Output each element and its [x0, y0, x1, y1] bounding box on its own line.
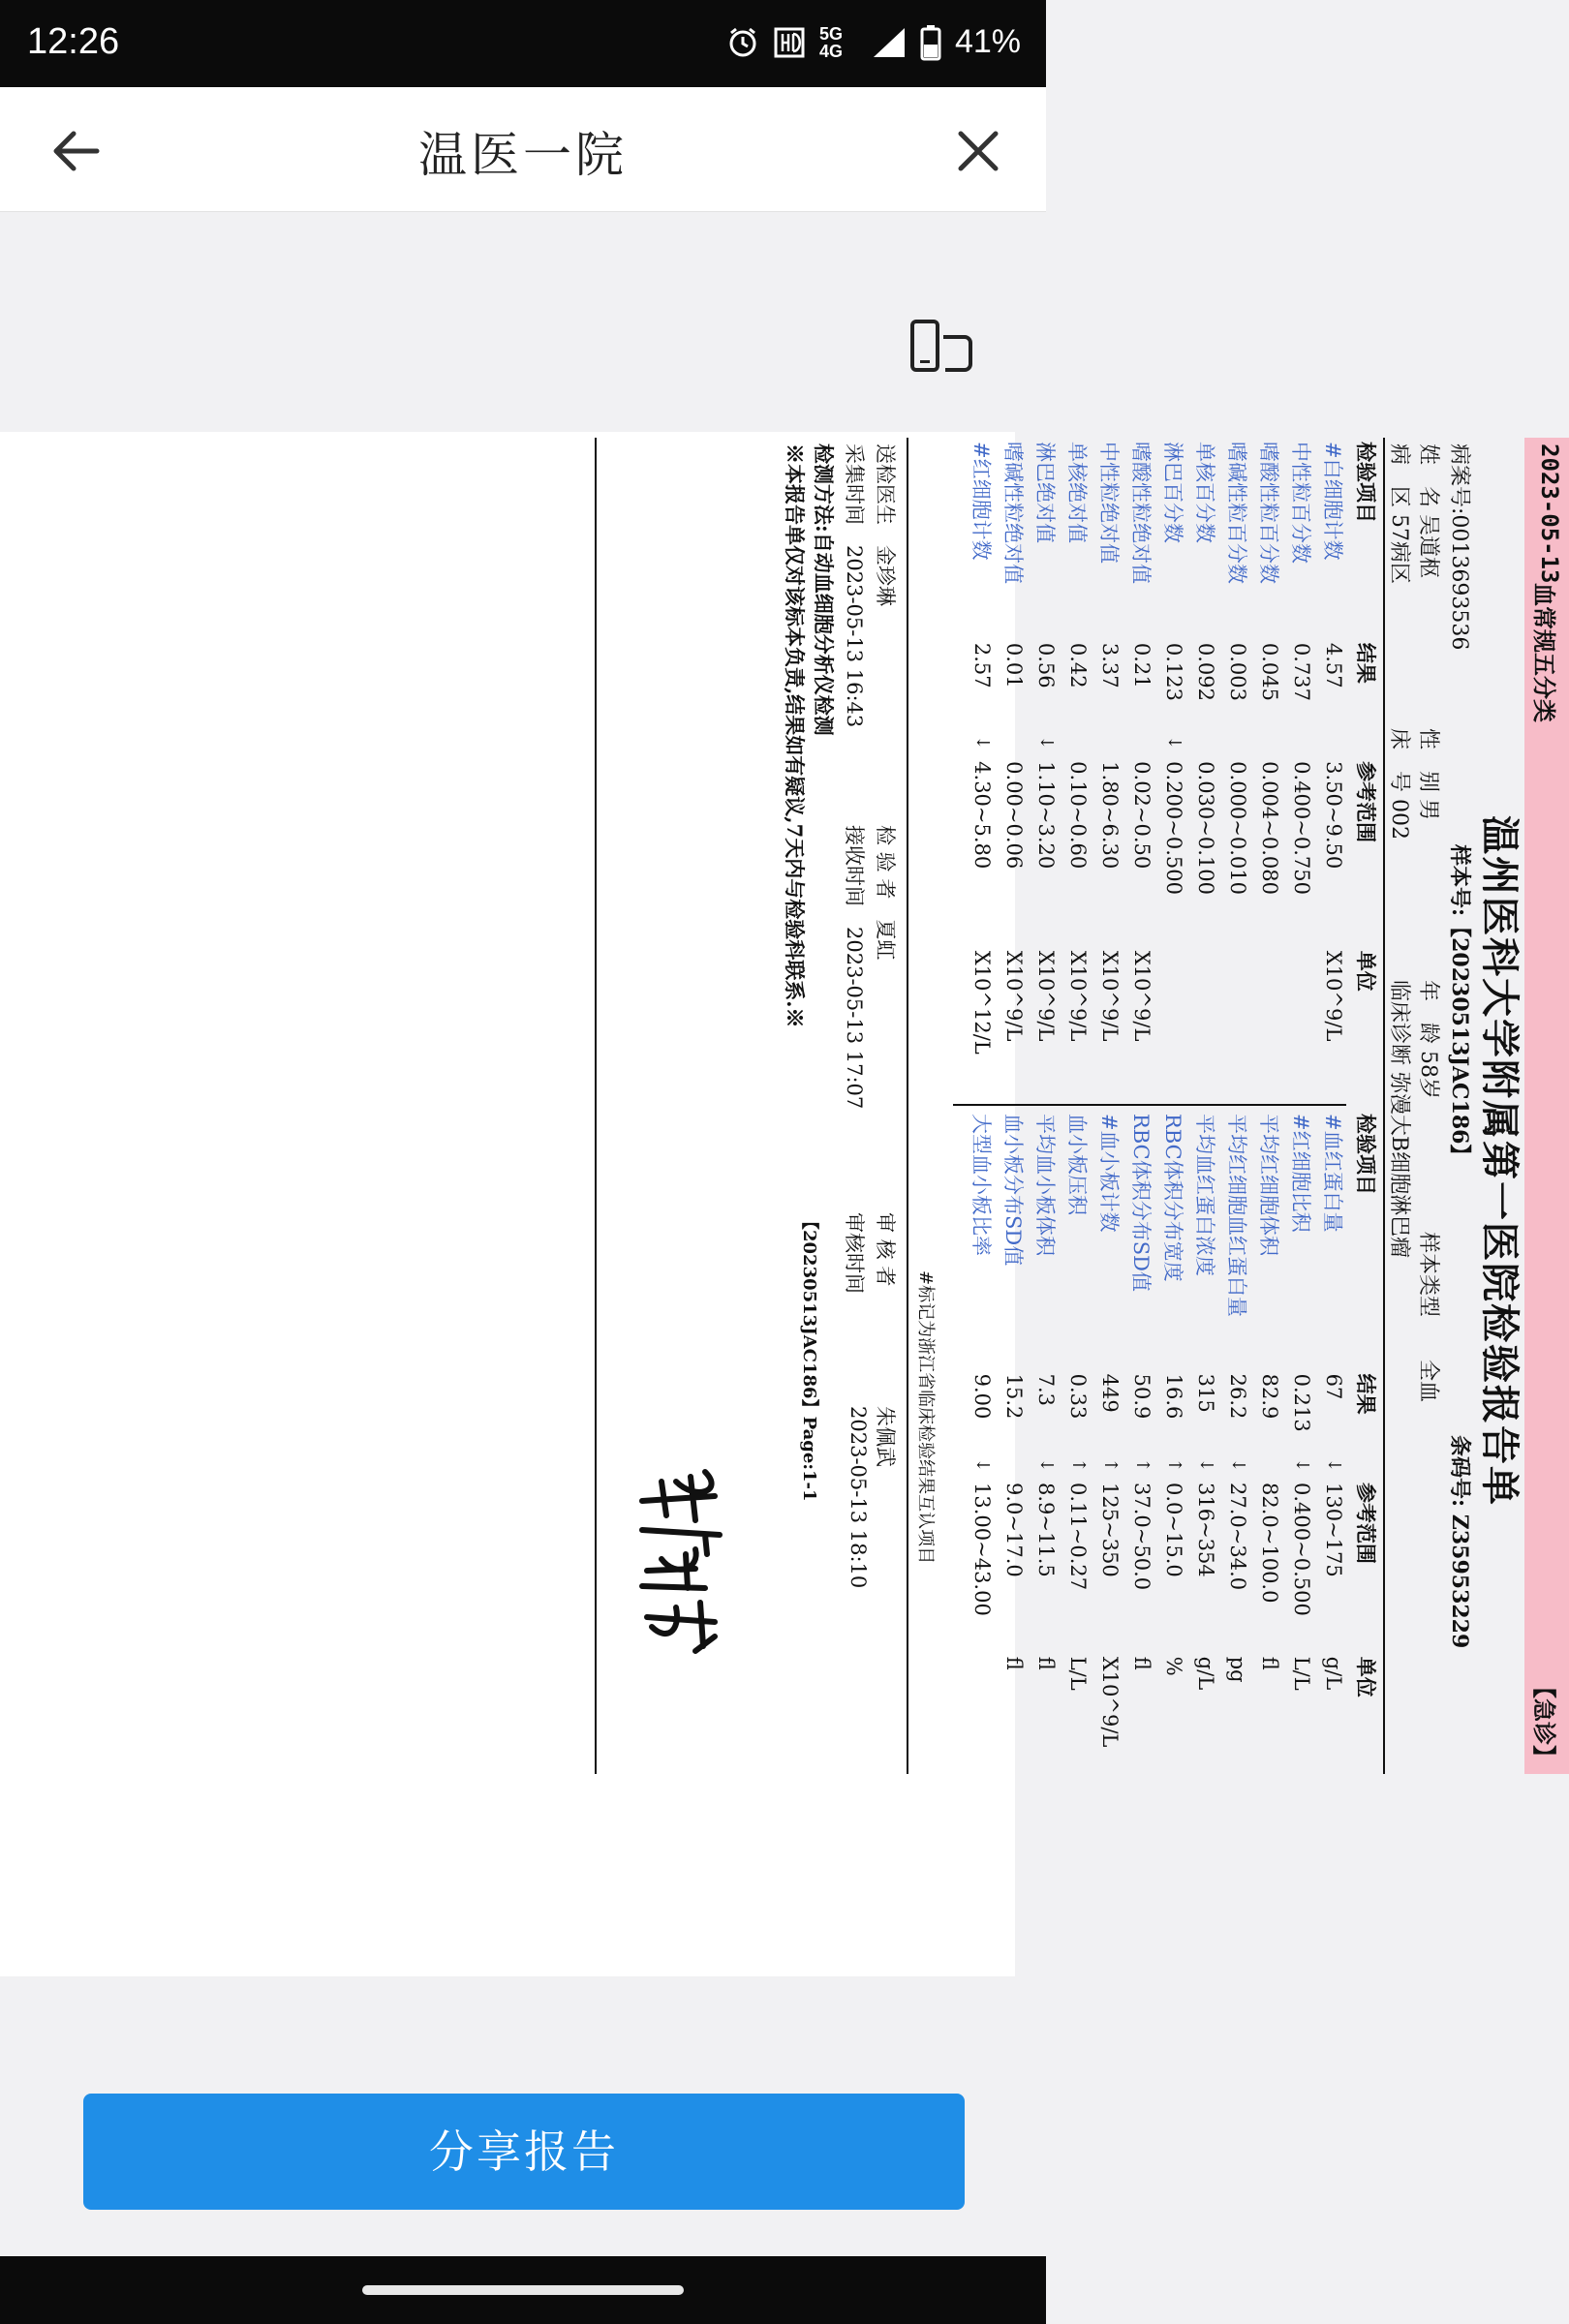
table-row [999, 1110, 1031, 1774]
test-result: 16.6 [1162, 1373, 1186, 1420]
table-row [1254, 438, 1286, 1096]
mutual-recognition-note: #标记为浙江省临床检验结果互认项目 [915, 1270, 936, 1565]
test-unit [1190, 947, 1222, 1096]
table-row [1286, 438, 1318, 1096]
test-name: 嗜碱性粒绝对值 [1001, 442, 1026, 584]
reference-range: 316~354 [1194, 1483, 1218, 1577]
reference-range: 0.0~15.0 [1162, 1483, 1186, 1577]
test-name: 血小板分布SD值 [1001, 1114, 1026, 1267]
result-flag: ↓ [972, 735, 993, 750]
table-row [1254, 1110, 1286, 1774]
hd-icon [773, 26, 806, 59]
header-flag [1350, 727, 1383, 757]
header-item: 检验项目 [1354, 1114, 1378, 1195]
receive-time: 接收时间 2023-05-13 17:07 [843, 825, 866, 1110]
result-flag [999, 727, 1031, 757]
test-unit: g/L [1322, 1656, 1346, 1691]
test-unit: X10^9/L [1098, 950, 1123, 1042]
test-unit: fl [1034, 1656, 1059, 1670]
reference-range: 0.400~0.500 [1290, 1483, 1314, 1616]
test-result: 82.9 [1258, 1373, 1282, 1420]
test-name: 平均红细胞体积 [1257, 1114, 1281, 1256]
result-flag: ↓ [1292, 1457, 1312, 1473]
test-result: 0.737 [1290, 642, 1314, 701]
disclaimer: ※本报告单仅对该标本负责,结果如有疑议,7天内与检验科联系.※ [783, 443, 807, 1028]
clinical-diagnosis: 临床诊断 弥漫大B细胞淋巴瘤 [1387, 980, 1411, 1259]
test-unit: pg [1226, 1656, 1250, 1683]
test-name: #红细胞比积 [1289, 1114, 1313, 1233]
header-flag [1350, 1452, 1383, 1479]
table-row [1062, 1110, 1094, 1774]
reference-range: 1.80~6.30 [1098, 761, 1123, 870]
table-divider [953, 1104, 1346, 1106]
results-right-body [967, 1110, 1350, 1774]
patient-sex: 性 别 男 [1416, 728, 1440, 820]
patient-bed: 床 号 002 [1387, 728, 1411, 840]
result-flag: ↑ [1068, 1457, 1089, 1473]
report-header-bar [1524, 438, 1569, 1774]
status-icons [726, 23, 1021, 61]
reference-range: 37.0~50.0 [1130, 1483, 1154, 1591]
table-row [1158, 1110, 1190, 1774]
close-icon[interactable] [949, 122, 1007, 180]
table-header-row [1350, 438, 1383, 1096]
test-result: 50.9 [1130, 1373, 1154, 1420]
result-flag [1286, 727, 1318, 757]
test-method: 检测方法:自动血细胞分析仪检测 [812, 443, 836, 736]
sample-type: 样本类型 全血 [1416, 1232, 1440, 1403]
test-unit: fl [1002, 1656, 1027, 1670]
report-title: 温州医科大学附属第一医院检验报告单 [1477, 815, 1523, 1507]
reviewer-name: 朱佩武 [874, 1406, 897, 1467]
header-unit: 单位 [1354, 950, 1378, 992]
test-result: 0.42 [1066, 642, 1091, 688]
battery-percent: 41% [954, 23, 1021, 60]
test-result: 7.3 [1034, 1373, 1059, 1407]
test-name: 嗜碱性粒百分数 [1225, 442, 1249, 584]
review-time-value: 2023-05-13 18:10 [846, 1406, 870, 1589]
test-result: 315 [1194, 1373, 1218, 1413]
test-result: 0.045 [1258, 642, 1282, 701]
results-table-right [967, 1110, 1383, 1774]
test-name: 单核百分数 [1193, 442, 1217, 543]
reference-range: 0.030~0.100 [1194, 761, 1218, 895]
test-unit: fl [1258, 1656, 1282, 1670]
table-row [1031, 438, 1062, 1096]
reference-range: 0.200~0.500 [1162, 761, 1186, 895]
app-bar [0, 87, 1046, 212]
sample-number: 样本号:【20230513JAC186】 [1447, 844, 1472, 1166]
test-unit [1158, 947, 1190, 1096]
test-unit: X10^9/L [1066, 950, 1091, 1042]
result-flag: ↓ [1324, 1457, 1344, 1473]
reference-range: 0.02~0.50 [1130, 761, 1154, 870]
rotate-screen-icon[interactable] [908, 318, 976, 374]
reference-range: 0.000~0.010 [1226, 761, 1250, 895]
reference-range: 9.0~17.0 [1002, 1483, 1027, 1577]
test-unit: X10^9/L [1002, 950, 1027, 1042]
header-range: 参考范围 [1354, 1483, 1378, 1564]
test-unit: fl [1130, 1656, 1154, 1670]
signal-icon [872, 26, 907, 59]
reference-range: 0.400~0.750 [1290, 761, 1314, 895]
table-row [1126, 1110, 1158, 1774]
test-result: 9.00 [970, 1373, 995, 1420]
review-time-label: 审核时间 [843, 1212, 866, 1294]
result-flag: ↑ [1100, 1457, 1121, 1473]
test-result: 449 [1098, 1373, 1123, 1413]
test-unit: g/L [1194, 1656, 1218, 1691]
report-category: 血常规五分类 [1530, 583, 1558, 722]
test-name: RBC体积分布宽度 [1161, 1114, 1185, 1282]
test-name: 单核绝对值 [1065, 442, 1090, 543]
test-unit [1286, 947, 1318, 1096]
table-row [1094, 1110, 1126, 1774]
reference-range: 13.00~43.00 [970, 1483, 995, 1616]
signature-image [628, 1462, 734, 1656]
table-row [1190, 1110, 1222, 1774]
result-flag [1318, 727, 1350, 757]
test-name: 平均血小板体积 [1033, 1114, 1058, 1256]
table-row [1222, 1110, 1254, 1774]
test-name: 血小板压积 [1065, 1114, 1090, 1215]
footer-rule [907, 438, 908, 1774]
table-row [1094, 438, 1126, 1096]
result-flag [1190, 727, 1222, 757]
table-row [967, 1110, 999, 1774]
table-row [999, 438, 1031, 1096]
test-unit [1222, 947, 1254, 1096]
reference-range: 0.10~0.60 [1066, 761, 1091, 870]
result-flag [1254, 727, 1286, 757]
test-result: 2.57 [970, 642, 995, 688]
test-unit: X10^9/L [1322, 950, 1346, 1042]
test-result: 0.003 [1226, 642, 1250, 701]
test-unit [1254, 947, 1286, 1096]
result-flag [1126, 727, 1158, 757]
system-nav-bar [0, 2256, 1046, 2324]
reference-range: 4.30~5.80 [970, 761, 995, 870]
patient-name: 姓 名 吴道枢 [1416, 443, 1440, 578]
table-row [1190, 438, 1222, 1096]
header-range: 参考范围 [1354, 761, 1378, 843]
test-result: 0.56 [1034, 642, 1059, 688]
reviewer-label: 审 核 者 [874, 1212, 897, 1287]
result-flag: ↑ [1164, 1457, 1184, 1473]
status-time: 12:26 [27, 21, 120, 62]
case-number: 病案号:0013693536 [1447, 443, 1471, 651]
header-result: 结果 [1354, 1373, 1378, 1415]
urgent-badge: 【急诊】 [1530, 1675, 1558, 1768]
barcode-number: 条码号: Z35953229 [1447, 1435, 1472, 1649]
home-gesture-bar[interactable] [362, 2285, 684, 2295]
reference-range: 0.004~0.080 [1258, 761, 1282, 895]
collect-time: 采集时间 2023-05-13 16:43 [843, 443, 866, 728]
test-name: 淋巴绝对值 [1033, 442, 1058, 543]
test-result: 0.21 [1130, 642, 1154, 688]
reference-range: 1.10~3.20 [1034, 761, 1059, 870]
test-unit: X10^9/L [1034, 950, 1059, 1042]
patient-ward: 病 区 57病区 [1387, 443, 1411, 584]
result-flag: ↑ [1132, 1457, 1153, 1473]
test-name: 淋巴百分数 [1161, 442, 1185, 543]
test-name: 平均红细胞血红蛋白量 [1225, 1114, 1249, 1317]
test-name: 嗜酸性粒百分数 [1257, 442, 1281, 584]
patient-age: 年 龄 58岁 [1416, 980, 1440, 1099]
result-flag: ↓ [972, 1457, 993, 1473]
table-row [1286, 1110, 1318, 1774]
header-unit: 单位 [1354, 1656, 1378, 1697]
lab-report [591, 438, 1569, 1774]
test-name: 嗜酸性粒绝对值 [1129, 442, 1154, 584]
test-result: 3.37 [1098, 642, 1123, 688]
test-name: 大型血小板比率 [969, 1114, 994, 1256]
reference-range: 8.9~11.5 [1034, 1483, 1059, 1577]
test-result: 0.092 [1194, 642, 1218, 701]
results-left-body [967, 438, 1350, 1096]
result-flag [1062, 727, 1094, 757]
reference-range: 27.0~34.0 [1226, 1483, 1250, 1591]
alarm-icon [726, 26, 759, 59]
test-name: #血小板计数 [1097, 1114, 1122, 1233]
test-name: RBC体积分布SD值 [1129, 1114, 1154, 1292]
header-item: 检验项目 [1354, 442, 1378, 523]
page-number: 【20230513JAC186】Page:1-1 [799, 1212, 819, 1502]
share-report-button[interactable]: 分享报告 [83, 2094, 965, 2210]
reference-range: 3.50~9.50 [1322, 761, 1346, 870]
reference-range: 82.0~100.0 [1258, 1483, 1282, 1604]
result-flag [1094, 727, 1126, 757]
table-row [1318, 1110, 1350, 1774]
battery-icon [920, 25, 941, 60]
reference-range: 125~350 [1098, 1483, 1123, 1577]
report-viewer[interactable] [0, 432, 1563, 1976]
sender-doctor: 送检医生 金珍琳 [874, 443, 897, 606]
test-unit: L/L [1066, 1656, 1091, 1691]
result-flag: ↓ [1164, 735, 1184, 750]
table-row [967, 438, 999, 1096]
table-row [1318, 438, 1350, 1096]
test-name: #白细胞计数 [1321, 442, 1345, 561]
table-row [1126, 438, 1158, 1096]
result-flag: ↓ [1196, 1457, 1216, 1473]
test-unit: X10^9/L [1098, 1656, 1123, 1748]
test-result: 26.2 [1226, 1373, 1250, 1420]
results-table-left [967, 438, 1383, 1096]
test-result: 0.01 [1002, 642, 1027, 688]
test-result: 15.2 [1002, 1373, 1027, 1420]
table-row [1158, 438, 1190, 1096]
test-name: 中性粒绝对值 [1097, 442, 1122, 564]
test-result: 67 [1322, 1373, 1346, 1400]
table-row [1031, 1110, 1062, 1774]
reference-range: 0.00~0.06 [1002, 761, 1027, 870]
test-result: 0.213 [1290, 1373, 1314, 1432]
reference-range: 130~175 [1322, 1483, 1346, 1577]
result-flag: ↓ [1228, 1457, 1248, 1473]
result-flag [999, 1452, 1031, 1479]
result-flag [1254, 1452, 1286, 1479]
table-header-row [1350, 1110, 1383, 1774]
test-name: #血红蛋白量 [1321, 1114, 1345, 1233]
test-unit: X10^9/L [1130, 950, 1154, 1042]
test-result: 4.57 [1322, 642, 1346, 688]
table-row [1222, 438, 1254, 1096]
page-title: 温医一院 [418, 127, 628, 183]
report-date: 2023-05-13 [1536, 443, 1563, 584]
test-result: 0.123 [1162, 642, 1186, 701]
result-flag: ↓ [1036, 735, 1057, 750]
test-unit: X10^12/L [970, 950, 995, 1055]
test-result: 0.33 [1066, 1373, 1091, 1420]
inspector: 检 验 者 夏虹 [874, 825, 897, 961]
header-result: 结果 [1354, 642, 1378, 684]
status-bar [0, 0, 1046, 87]
result-flag [1222, 727, 1254, 757]
test-name: 中性粒百分数 [1289, 442, 1313, 564]
test-unit: L/L [1290, 1656, 1314, 1691]
reference-range: 0.11~0.27 [1066, 1483, 1091, 1591]
test-name: 平均血红蛋白浓度 [1193, 1114, 1217, 1276]
test-name: #红细胞计数 [969, 442, 994, 561]
table-top-rule [1383, 438, 1385, 1774]
test-unit: % [1162, 1656, 1186, 1676]
test-unit [967, 1653, 999, 1774]
network-label: 5G 4G [818, 23, 843, 61]
table-row [1062, 438, 1094, 1096]
result-flag: ↓ [1036, 1457, 1057, 1473]
bottom-rule [595, 438, 597, 1774]
